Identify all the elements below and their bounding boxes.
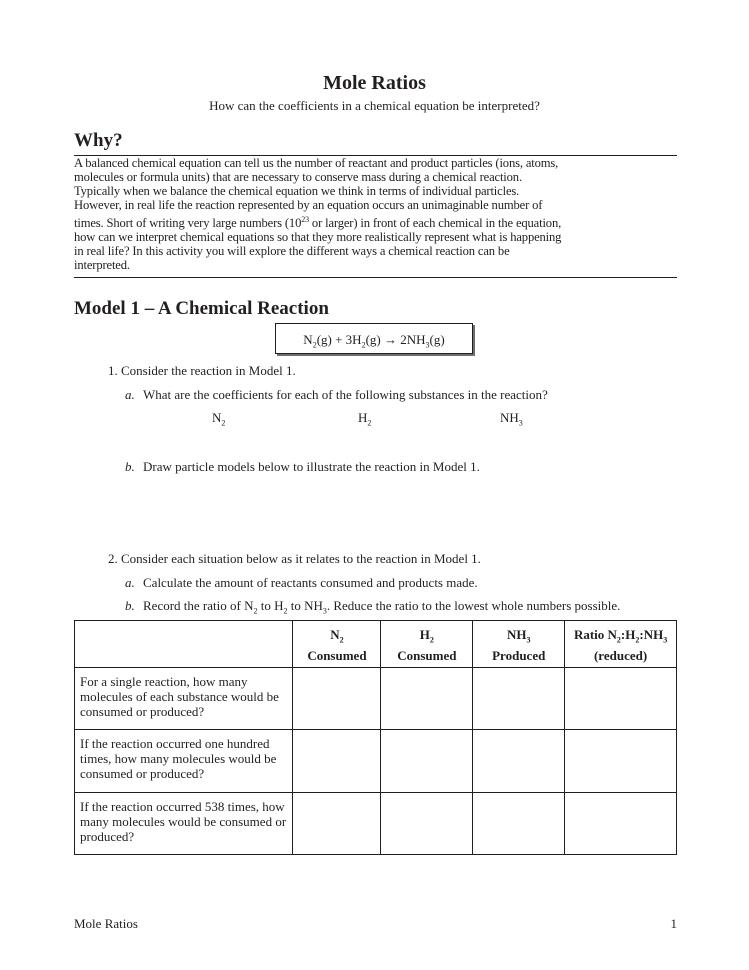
question-text: . Reduce the ratio to the lowest whole numbers possible. [326, 598, 621, 613]
table-row [75, 730, 677, 793]
header-label: Produced [492, 647, 546, 663]
answer-cell[interactable] [473, 668, 565, 730]
header-h2 [381, 621, 473, 668]
eq-sub: 2 [312, 340, 317, 350]
why-line: A balanced chemical equation can tell us the number of reactant and product particles (ions, atoms, [74, 156, 559, 170]
question-2a [125, 575, 478, 591]
eq-sub: 3 [425, 340, 430, 350]
why-line: interpreted. [74, 257, 130, 272]
answer-cell[interactable] [293, 668, 381, 730]
question-1a [125, 387, 548, 403]
answer-cell[interactable] [473, 730, 565, 793]
formula: N [212, 410, 222, 425]
why-line: molecules or formula units) that are necessary to conserve mass during a chemical reaction. [74, 169, 522, 184]
formula: NH [506, 627, 527, 642]
formula-sub: 2 [283, 606, 288, 616]
why-line [74, 213, 680, 231]
question-text: Calculate the amount of reactants consumed and products made. [143, 575, 478, 590]
header-nh3 [473, 621, 565, 668]
question-2b [125, 598, 620, 616]
eq-part: (g) + 3H [316, 332, 362, 347]
formula: NH [500, 410, 519, 425]
formula-sub: 2 [429, 635, 434, 645]
answer-cell[interactable] [565, 793, 677, 855]
formula-sub: 3 [663, 635, 668, 645]
question-text: Draw particle models below to illustrate the reaction in Model 1. [143, 459, 480, 474]
header-label: Consumed [307, 647, 367, 663]
item-label: a. [125, 575, 135, 590]
formula: N [330, 627, 340, 642]
why-heading: Why? [74, 130, 123, 151]
item-label: b. [125, 459, 135, 474]
ratio-table [74, 620, 677, 855]
eq-part: N [303, 332, 313, 347]
answer-cell[interactable] [293, 730, 381, 793]
why-line-part: or larger) in front of each chemical in the equation, [308, 215, 562, 230]
row-question: For a single reaction, how many molecules of each substance would be consumed or produced? [75, 668, 293, 730]
table-row [75, 793, 677, 855]
why-bottom-rule [74, 277, 677, 278]
answer-cell[interactable] [381, 793, 473, 855]
row-question: If the reaction occurred 538 times, how many molecules would be consumed or produced? [75, 793, 293, 855]
row-question-text: If the reaction occurred one hundred times, how many molecules would be consumed or produced? [80, 736, 277, 781]
formula: H [419, 627, 430, 642]
header-ratio [565, 621, 677, 668]
formula-sub: 2 [221, 418, 226, 428]
answer-cell[interactable] [293, 793, 381, 855]
question-1: 1. Consider the reaction in Model 1. [108, 363, 296, 378]
formula-sub: 3 [518, 418, 523, 428]
row-question [75, 730, 293, 793]
page-title: Mole Ratios [323, 72, 426, 94]
substance-nh3 [500, 410, 523, 428]
why-line: However, in real life the reaction represented by an equation occurs an unimaginable number of [74, 197, 543, 212]
formula-sub: 2 [635, 635, 640, 645]
why-paragraph [74, 157, 680, 272]
header-n2 [293, 621, 381, 668]
equation-box [275, 323, 473, 354]
formula-sub: 3 [526, 635, 531, 645]
question-1b [125, 459, 480, 475]
question-text: to NH [287, 598, 323, 613]
why-line-part: times. Short of writing very large numbers (10 [74, 215, 302, 230]
item-label: a. [125, 387, 135, 402]
answer-cell[interactable] [565, 730, 677, 793]
formula: H [358, 410, 368, 425]
exponent: 23 [301, 214, 309, 224]
formula-sub: 2 [616, 635, 621, 645]
header-label: Consumed [397, 647, 457, 663]
question-text: to H [257, 598, 284, 613]
formula-sub: 3 [322, 606, 327, 616]
formula-sub: 2 [253, 606, 258, 616]
answer-cell[interactable] [565, 668, 677, 730]
item-label: b. [125, 598, 135, 613]
model-heading: Model 1 – A Chemical Reaction [74, 298, 329, 319]
why-line: how can we interpret chemical equations so that they more realistically represent what is happening [74, 229, 562, 244]
substance-n2 [212, 410, 225, 428]
substance-h2 [358, 410, 371, 428]
formula-sub: 2 [367, 418, 372, 428]
formula-sub: 2 [339, 635, 344, 645]
header-label: :H [620, 627, 636, 642]
question-2: 2. Consider each situation below as it relates to the reaction in Model 1. [108, 551, 481, 566]
answer-cell[interactable] [381, 730, 473, 793]
table-header-row [75, 621, 677, 668]
footer-title: Mole Ratios [74, 916, 138, 931]
header-label: (reduced) [593, 647, 648, 663]
question-text: Record the ratio of N [143, 598, 254, 613]
answer-cell[interactable] [381, 668, 473, 730]
eq-part: (g) → 2NH [365, 332, 426, 347]
header-label: :NH [639, 627, 664, 642]
page-number: 1 [670, 916, 677, 931]
answer-cell[interactable] [473, 793, 565, 855]
question-text: What are the coefficients for each of the following substances in the reaction? [143, 387, 548, 402]
table-row [75, 668, 677, 730]
eq-part: (g) [429, 332, 445, 347]
page-subtitle: How can the coefficients in a chemical equation be interpreted? [209, 98, 540, 113]
why-line: Typically when we balance the chemical equation we think in terms of individual particles. [74, 183, 520, 198]
why-line: in real life? In this activity you will explore the different ways a chemical reaction can be [74, 243, 510, 258]
eq-sub: 2 [361, 340, 366, 350]
header-blank [75, 621, 293, 668]
header-label: Ratio N [573, 627, 617, 642]
